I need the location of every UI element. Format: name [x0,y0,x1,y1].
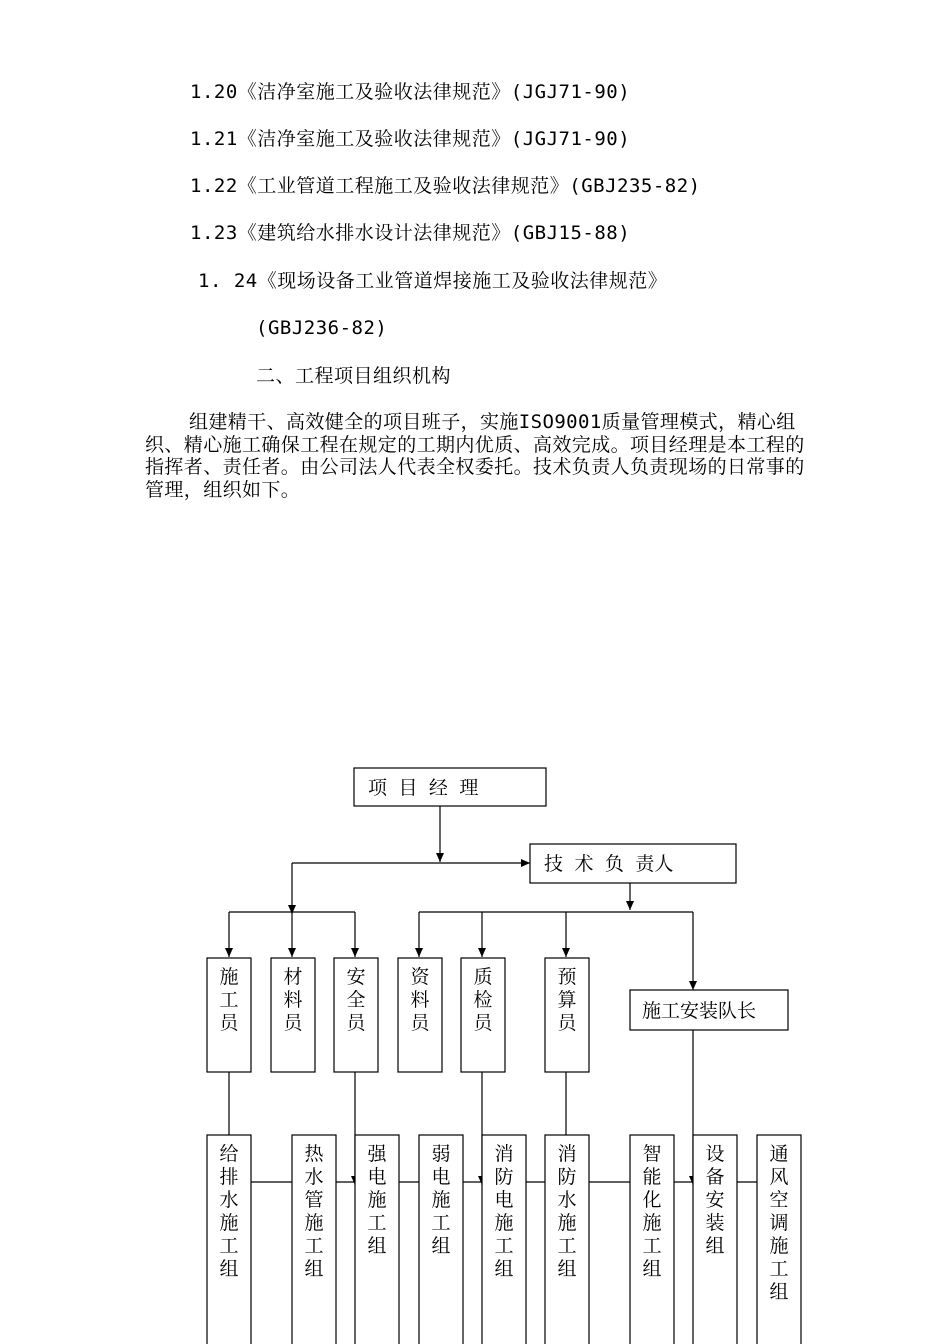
reference-item: 1. 24《现场设备工业管道焊接施工及验收法律规范》 [198,270,668,292]
project-manager-label: 项 目 经 理 [368,777,479,799]
work-group-node-label: 消防电施工组 [494,1143,514,1280]
staff-node [545,958,589,1072]
project-manager-node [354,768,546,806]
reference-item: 1.22《工业管道工程施工及验收法律规范》(GBJ235-82) [190,175,701,197]
work-group-node [482,1135,526,1344]
work-group-node-label: 给排水施工组 [219,1143,239,1280]
work-group-node [545,1135,589,1344]
reference-item: 1.23《建筑给水排水设计法律规范》(GBJ15-88) [190,222,631,244]
work-group-nodes [207,1135,801,1344]
work-group-node-label: 热水管施工组 [304,1143,324,1280]
staff-node-label: 资料员 [410,966,430,1034]
team-leader-node [630,990,788,1030]
staff-node [207,958,251,1072]
work-group-node [355,1135,399,1344]
reference-item: 1.21《洁净室施工及验收法律规范》(JGJ71-90) [190,128,631,150]
work-group-node [630,1135,674,1344]
staff-node [461,958,505,1072]
work-group-node-label: 弱电施工组 [431,1143,451,1257]
team-leader-label: 施工安装队长 [642,1000,757,1022]
work-group-node [292,1135,336,1344]
staff-node-label: 材料员 [283,966,303,1034]
work-group-node [207,1135,251,1344]
reference-item: 1.20《洁净室施工及验收法律规范》(JGJ71-90) [190,81,631,103]
work-group-node-label: 强电施工组 [367,1143,387,1257]
work-group-node-label: 智能化施工组 [642,1143,662,1280]
work-group-node-label: 设备安装组 [705,1143,725,1257]
section-heading: 二、工程项目组织机构 [256,365,452,387]
staff-node-label: 预算员 [557,966,577,1034]
staff-node [271,958,315,1072]
body-paragraph: 组建精干、高效健全的项目班子，实施ISO9001质量管理模式，精心组织、精心施工确保工程在规定的工期内优质、高效完成。项目经理是本工程的指挥者、责任者。由公司法人代表全权委托。技术负责人负责现场的日常事的管理，组织如下。 [145,411,805,501]
work-group-node [419,1135,463,1344]
staff-node-label: 安全员 [346,966,366,1034]
staff-node-label: 质检员 [473,966,493,1034]
reference-item-continuation: (GBJ236-82) [256,317,388,339]
staff-node-label: 施工员 [219,966,239,1034]
tech-lead-label: 技 术 负 责人 [544,853,674,875]
staff-nodes [207,958,589,1072]
work-group-node-label: 通风空调施工组 [769,1143,789,1303]
work-group-node [757,1135,801,1344]
staff-node [398,958,442,1072]
staff-node [334,958,378,1072]
work-group-node [693,1135,737,1344]
tech-lead-node [530,844,736,883]
work-group-node-label: 消防水施工组 [557,1143,577,1280]
